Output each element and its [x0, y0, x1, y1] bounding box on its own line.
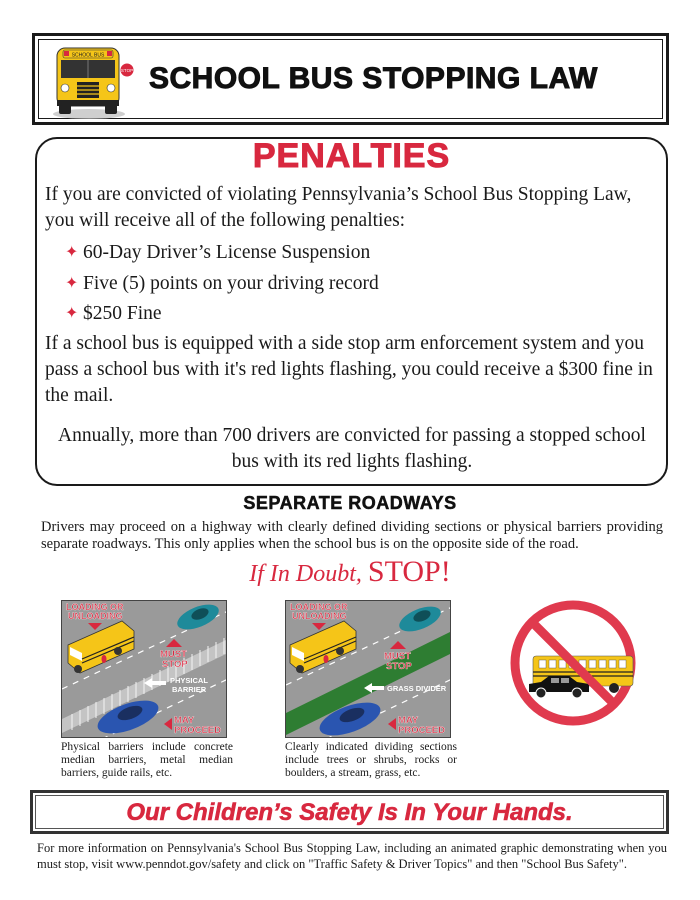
slogan-banner — [30, 790, 669, 834]
svg-text:GRASS DIVIDER: GRASS DIVIDER — [387, 684, 447, 693]
if-in-doubt-stop — [0, 556, 700, 590]
physical-barrier-diagram — [61, 600, 227, 738]
physical-barrier-caption: Physical barriers include concrete median barriers, metal median barriers, guide rails, etc. — [61, 741, 233, 779]
penalties-section — [35, 137, 668, 486]
svg-text:UNLOADING: UNLOADING — [292, 611, 347, 621]
penalties-intro: If you are convicted of violating Pennsylvania’s School Bus Stopping Law, you will receive all of the following penalties: — [45, 184, 632, 231]
separate-roadways-heading: SEPARATE ROADWAYS — [243, 493, 457, 513]
svg-text:LOADING OR: LOADING OR — [290, 602, 348, 612]
svg-text:UNLOADING: UNLOADING — [68, 611, 123, 621]
separate-roadways-text: Drivers may proceed on a highway with clearly defined dividing sections or physical barriers providing separate roadways. This only applies when the school bus is on the opposite side of the road. — [41, 519, 663, 552]
svg-text:MUST: MUST — [384, 651, 411, 662]
footer-more-info: For more information on Pennsylvania's School Bus Stopping Law, including an animated graphic demonstrating when you must stop, visit www.penndot.gov/safety and click on "Traffic Safety & Driver Topics" and then "School Bus Safety". — [37, 841, 667, 871]
svg-text:MAY: MAY — [398, 715, 419, 726]
red-star-bullet-icon: ✦ — [65, 244, 79, 261]
penalty-item — [65, 269, 379, 300]
doubt-prefix: If In Doubt, — [249, 561, 362, 587]
svg-text:PROCEED: PROCEED — [398, 725, 445, 736]
slogan-text: Our Children’s Safety Is In Your Hands. — [35, 795, 664, 829]
penalty-text: Five (5) points on your driving record — [83, 272, 379, 294]
penalty-text: 60-Day Driver’s License Suspension — [83, 242, 371, 263]
svg-text:BARRIER: BARRIER — [172, 685, 207, 694]
red-star-bullet-icon: ✦ — [65, 274, 79, 292]
svg-text:SCHOOL BUS: SCHOOL BUS — [71, 52, 105, 59]
penalty-item — [65, 299, 379, 330]
school-bus-icon — [49, 42, 135, 120]
header-inner-frame — [38, 39, 663, 119]
header-banner — [32, 33, 669, 125]
svg-text:STOP: STOP — [162, 659, 188, 670]
svg-text:STOP: STOP — [120, 68, 134, 73]
no-passing-school-bus-icon — [503, 598, 643, 728]
svg-text:MAY: MAY — [174, 715, 195, 726]
penalty-text: $250 Fine — [83, 303, 162, 324]
svg-text:PHYSICAL: PHYSICAL — [170, 676, 208, 685]
camera-enforcement-note: If a school bus is equipped with a side stop arm enforcement system and you pass a school bus with it's red lights flashing, you could receive a $300 fine in the mail. — [45, 333, 653, 406]
svg-text:STOP: STOP — [386, 661, 412, 672]
doubt-stop: STOP! — [367, 555, 451, 588]
grass-divider-diagram — [285, 600, 451, 738]
svg-text:LOADING OR: LOADING OR — [66, 602, 124, 612]
annual-statistic: Annually, more than 700 drivers are convicted for passing a stopped school bus with its red lights flashing. — [58, 425, 646, 472]
grass-divider-caption: Clearly indicated dividing sections include trees or shrubs, rocks or boulders, a stream, grass, etc. — [285, 741, 457, 779]
svg-text:MUST: MUST — [160, 649, 187, 660]
penalties-list — [65, 238, 379, 330]
penalties-heading: PENALTIES — [252, 137, 451, 175]
svg-text:PROCEED: PROCEED — [174, 725, 221, 736]
page-title: SCHOOL BUS STOPPING LAW — [149, 62, 598, 95]
red-star-bullet-icon: ✦ — [65, 305, 79, 322]
penalty-item — [65, 238, 379, 269]
